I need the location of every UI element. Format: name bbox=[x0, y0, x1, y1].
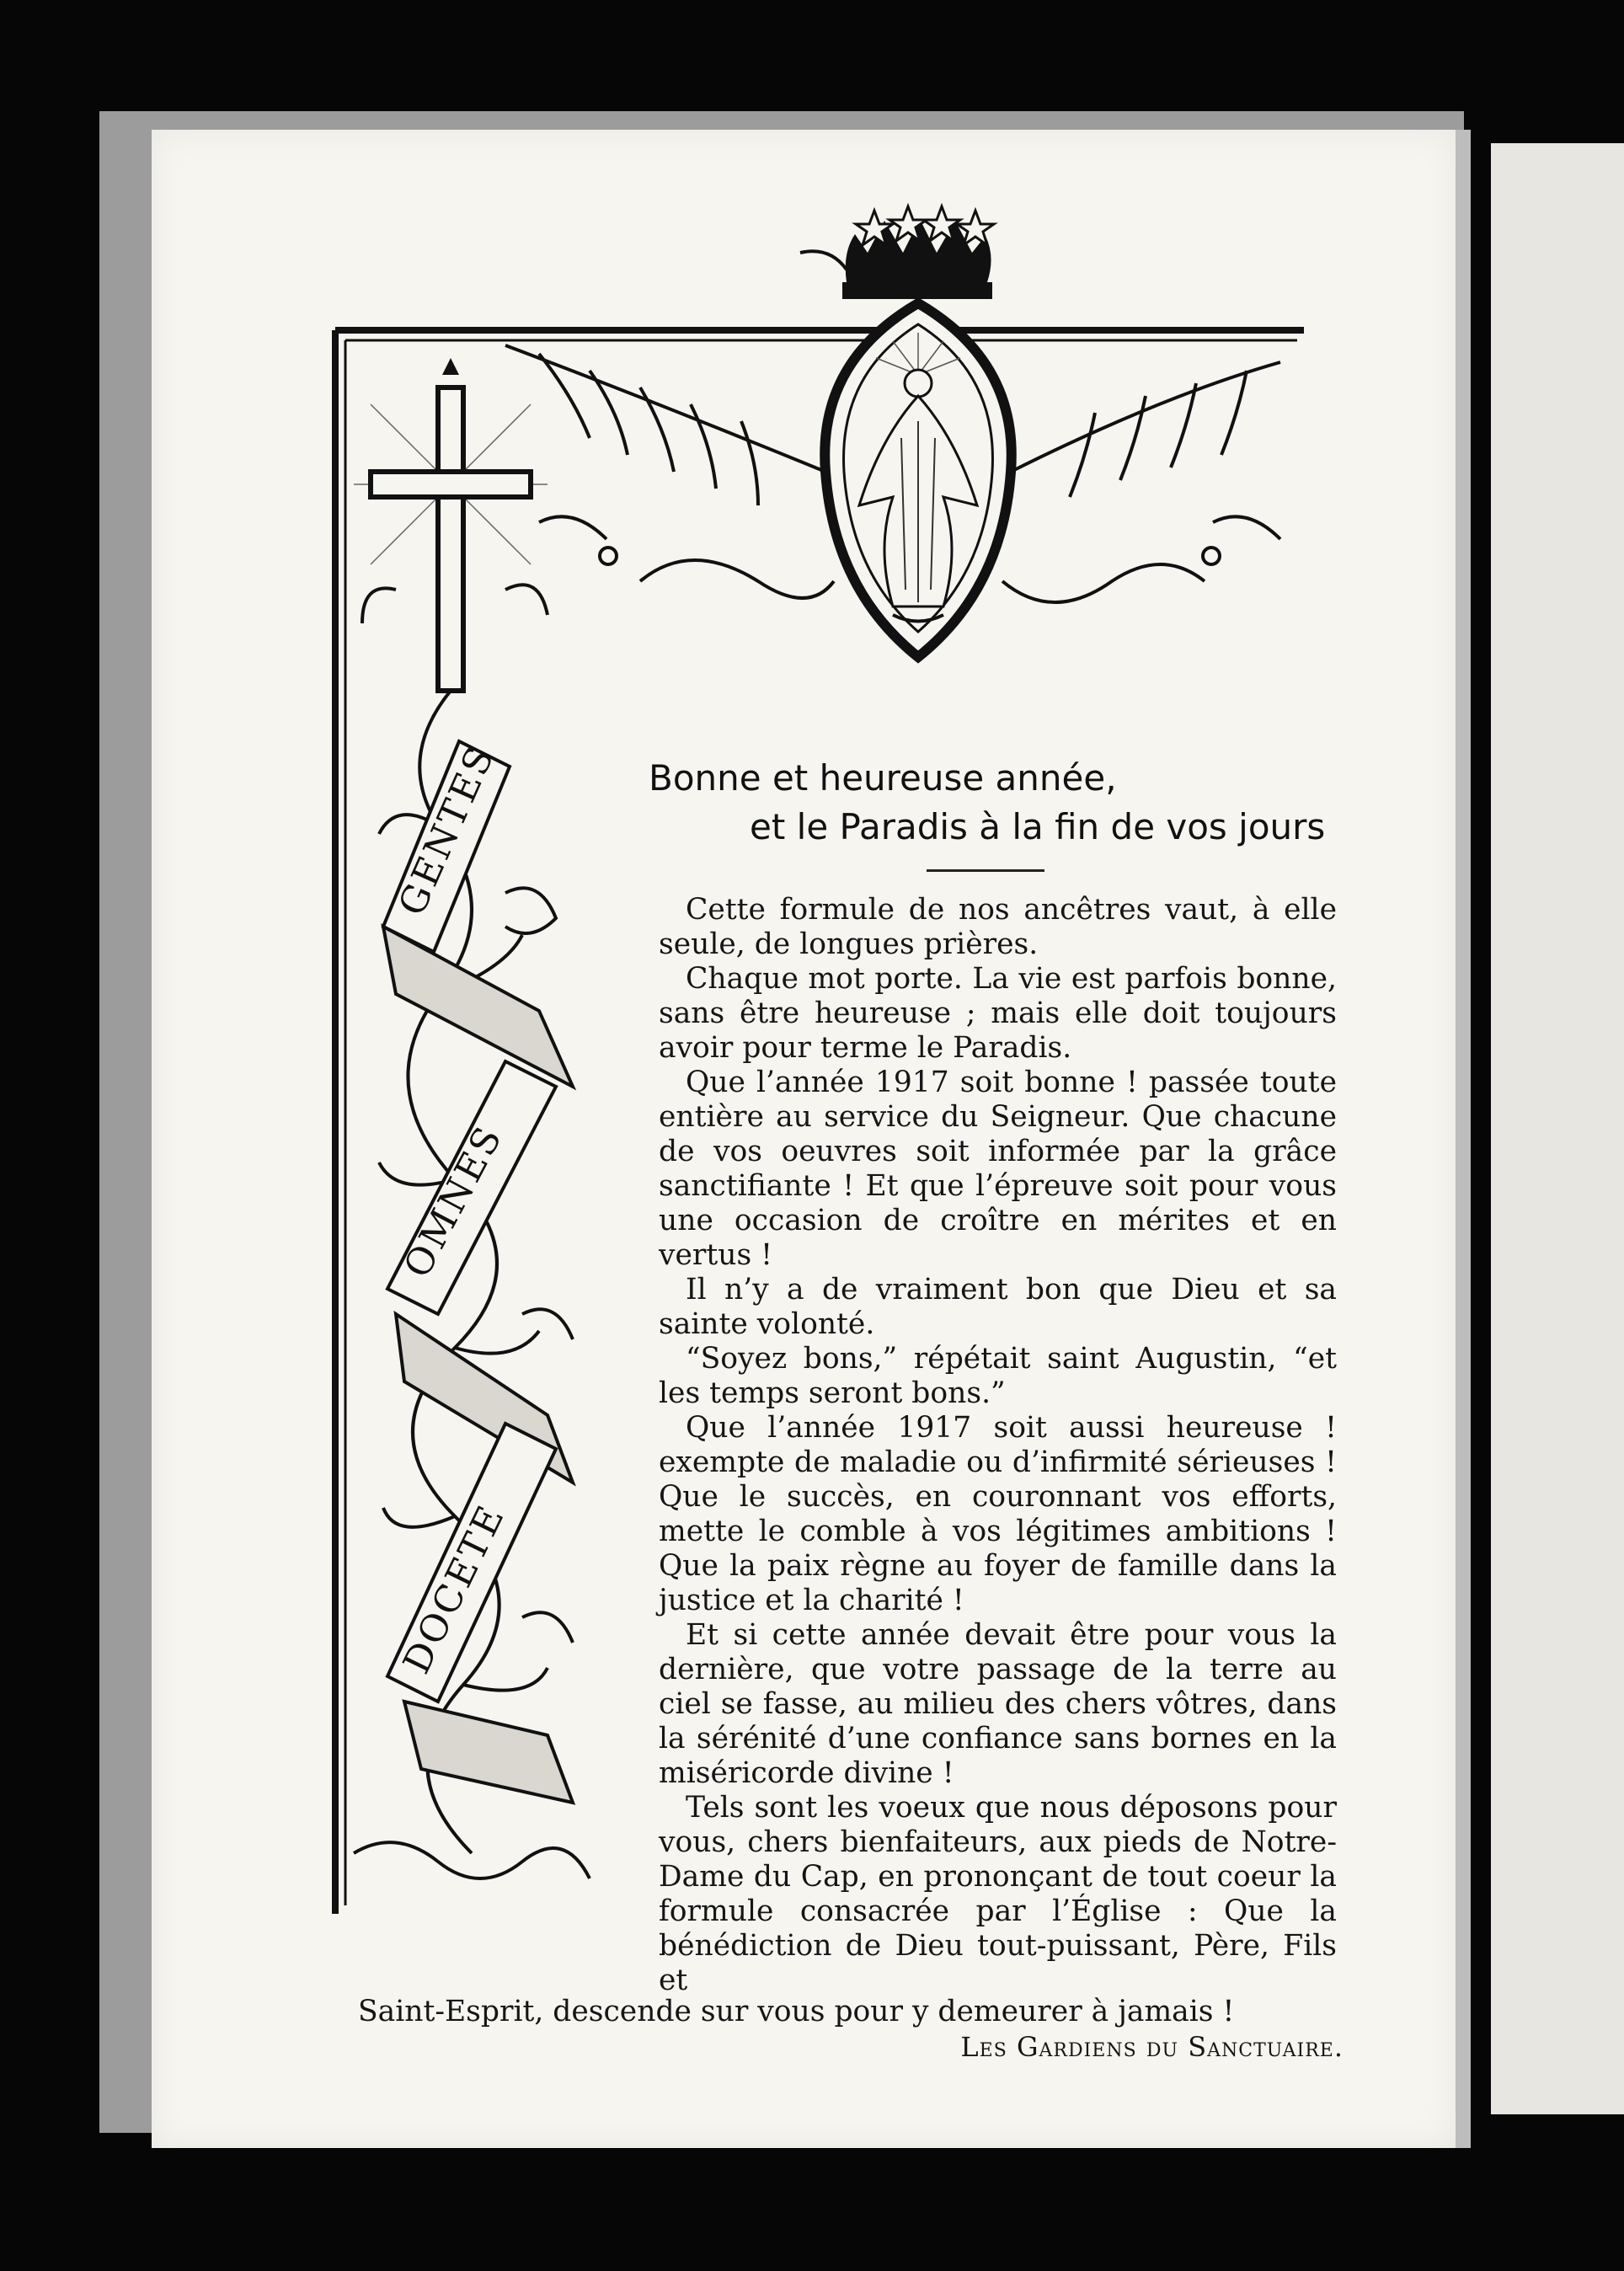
crown-icon bbox=[800, 206, 994, 299]
banner-word-omnes: OMNES bbox=[395, 1118, 512, 1285]
banner-word-docete: DOCETE bbox=[395, 1497, 514, 1681]
paragraph: Cette formule de nos ancêtres vaut, à elle seule, de longues prières. bbox=[659, 893, 1337, 961]
title-divider bbox=[927, 869, 1044, 872]
body-text bbox=[659, 893, 1337, 1998]
paragraph: Et si cette année devait être pour vous la dernière, que votre passage de la terre au ciel se fasse, au milieu des chers vôtres, dans la sérénité d’une confiance sans bornes en la miséricorde divine ! bbox=[659, 1618, 1337, 1790]
cross-icon bbox=[354, 358, 548, 691]
page-title bbox=[649, 754, 1339, 852]
paragraph: Chaque mot porte. La vie est parfois bonne, sans être heureuse ; mais elle doit toujours avoir pour terme le Paradis. bbox=[659, 962, 1337, 1065]
paragraph: Il n’y a de vraiment bon que Dieu et sa sainte volonté. bbox=[659, 1273, 1337, 1341]
paragraph: “Soyez bons,” répétait saint Augustin, “et les temps seront bons.” bbox=[659, 1342, 1337, 1410]
closing-line: Saint-Esprit, descende sur vous pour y demeurer à jamais ! bbox=[358, 1995, 1235, 2028]
paragraph: Tels sont les voeux que nous déposons pour vous, chers bienfaiteurs, aux pieds de Notre-Dame du Cap, en prononçant de tout coeur la formule consacrée par l’Église : Que la bénédiction de Dieu tout-puissant, Père, Fils et bbox=[659, 1791, 1337, 1997]
title-line-1: Bonne et heureuse année, bbox=[649, 757, 1117, 799]
signature: Les Gardiens du Sanctuaire. bbox=[960, 2031, 1344, 2063]
title-line-2: et le Paradis à la fin de vos jours bbox=[750, 806, 1326, 847]
paragraph: Que l’année 1917 soit bonne ! passée toute entière au service du Seigneur. Que chacune de vos oeuvres soit informée par la grâce sanctifiante ! Et que l’épreuve soit pour vous une occasion de croître en mérites et en vertus ! bbox=[659, 1066, 1337, 1272]
paragraph: Que l’année 1917 soit aussi heureuse ! exempte de maladie ou d’infirmité sérieuses ! Que le succès, en couronnant vos efforts, mette le comble à vos légitimes ambitions ! Que la paix règne au foyer de famille dans la justice et la charité ! bbox=[659, 1411, 1337, 1617]
banner-word-gentes: GENTES bbox=[390, 738, 504, 922]
virgin-medallion bbox=[825, 303, 1012, 657]
